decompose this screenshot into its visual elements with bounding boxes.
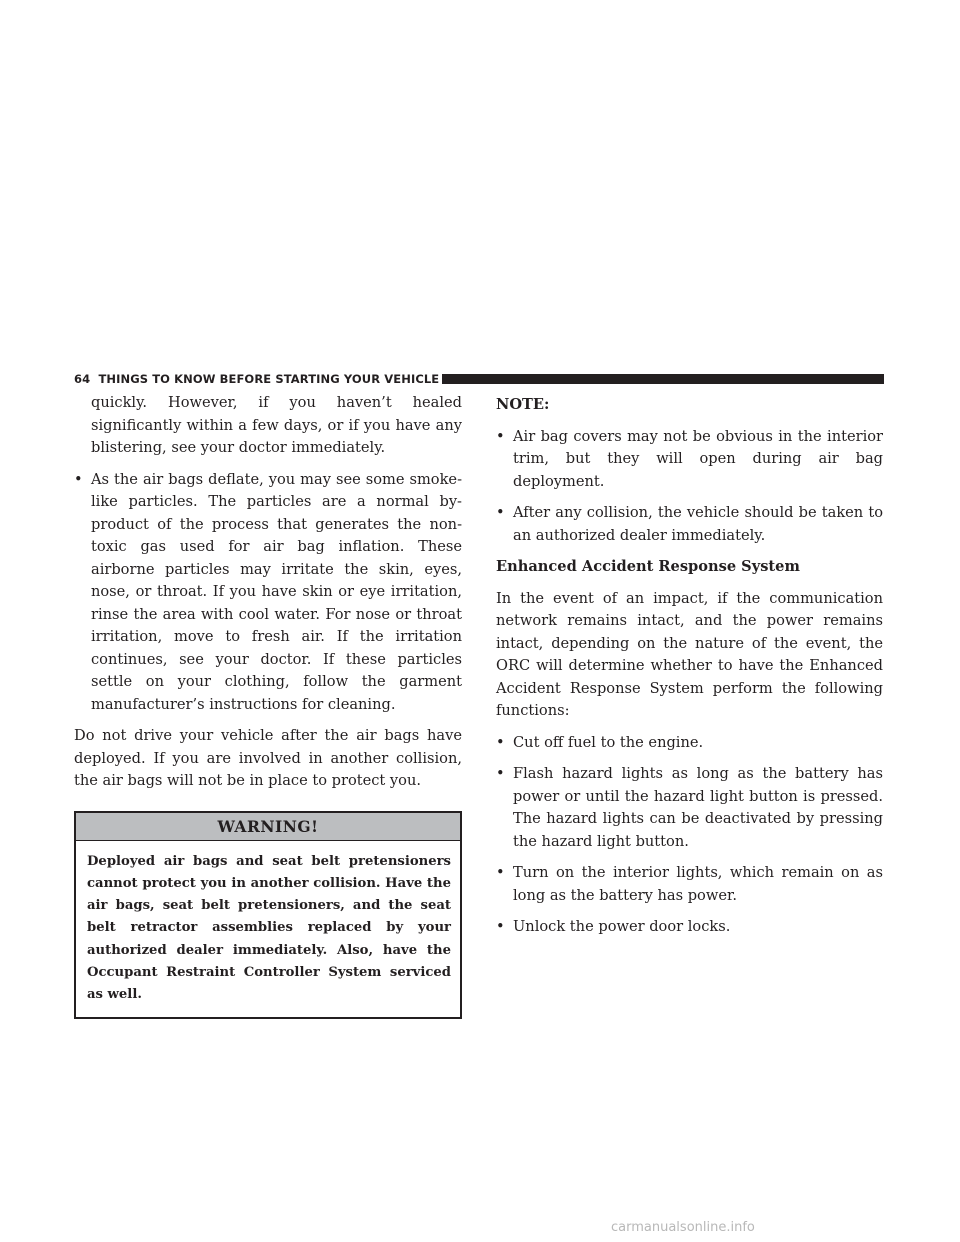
bullet-icon: • xyxy=(496,864,505,881)
bullet-icon: • xyxy=(496,765,505,782)
right-column xyxy=(496,392,883,939)
bullet-text: As the air bags deflate, you may see some smoke-like particles. The particles are a normal by-product of the process that generates the non-toxic gas used for air bag inflation. These airborne particles may irritate the skin, eyes, nose, or throat. If you have skin or eye irritation, rinse the area with cool water. For nose or throat irritation, move to fresh air. If the irritation continues, see your doctor. If these particles settle on your clothing, follow the garment manufacturer’s instructions for cleaning. xyxy=(91,470,462,713)
continued-paragraph: quickly. However, if you haven’t healed significantly within a few days, or if you have any blistering, see your doctor immediately. xyxy=(91,394,462,456)
body-paragraph: In the event of an impact, if the communication network remains intact, and the power remains intact, depending on the nature of the event, the ORC will determine whether to have the Enhanced Accident Response System perform the following functions: xyxy=(496,589,883,719)
bullet-text: Turn on the interior lights, which remain on as long as the battery has power. xyxy=(513,864,883,904)
header-text xyxy=(74,371,439,387)
bullet-text: Air bag covers may not be obvious in the interior trim, but they will open during air bag deployment. xyxy=(513,427,883,490)
body-paragraph: Do not drive your vehicle after the air bags have deployed. If you are involved in another collision, the air bags will not be in place to protect you. xyxy=(74,727,462,789)
header-rule xyxy=(442,374,884,384)
page-header xyxy=(74,371,884,387)
bullet-text: Cut off fuel to the engine. xyxy=(513,733,704,751)
warning-body: Deployed air bags and seat belt pretensioners cannot protect you in another collision. Have the air bags, seat belt pretensioners, and the seat belt retractor assemblies replaced by your authorized dealer immediately. Also, have the Occupant Restraint Controller System serviced as well. xyxy=(87,853,451,1003)
warning-box xyxy=(74,811,462,1019)
bullet-icon: • xyxy=(496,733,505,751)
bullet-icon: • xyxy=(496,427,505,445)
list-item xyxy=(496,426,883,494)
bullet-icon: • xyxy=(74,470,83,488)
list-item xyxy=(496,862,883,907)
list-item xyxy=(496,916,883,939)
bullet-text: Flash hazard lights as long as the battery has power or until the hazard light button is pressed. The hazard lights can be deactivated by pressing the hazard light button. xyxy=(513,765,883,850)
watermark: carmanualsonline.info xyxy=(611,1220,755,1235)
warning-title: WARNING! xyxy=(76,813,460,841)
left-column xyxy=(74,392,462,1019)
bullet-icon: • xyxy=(496,504,505,521)
note-label: NOTE: xyxy=(496,396,550,413)
page-number: 64 xyxy=(74,372,91,386)
bullet-text: After any collision, the vehicle should be taken to an authorized dealer immediately. xyxy=(513,504,883,544)
section-heading: Enhanced Accident Response System xyxy=(496,558,800,575)
list-item xyxy=(74,469,462,717)
bullet-text: Unlock the power door locks. xyxy=(513,918,731,935)
list-item xyxy=(496,732,883,755)
bullet-icon: • xyxy=(496,918,505,935)
list-item xyxy=(496,763,883,853)
list-item xyxy=(496,502,883,547)
section-title: THINGS TO KNOW BEFORE STARTING YOUR VEHICLE xyxy=(98,372,440,386)
